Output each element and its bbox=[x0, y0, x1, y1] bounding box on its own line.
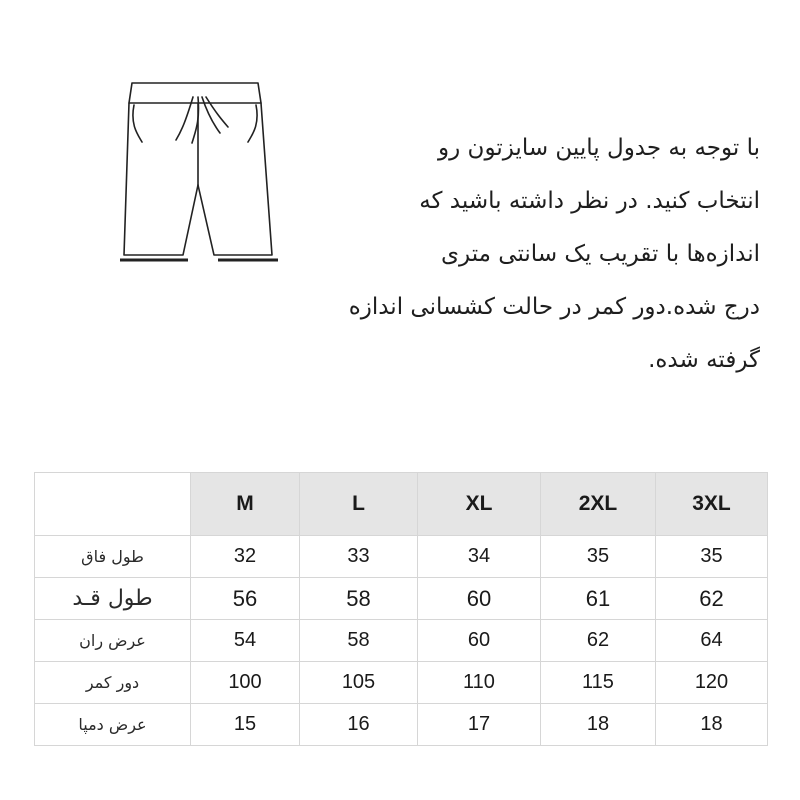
table-cell: 100 bbox=[191, 662, 300, 704]
size-table bbox=[34, 472, 768, 746]
size-header-m: M bbox=[191, 473, 300, 536]
table-row-waist bbox=[35, 662, 768, 704]
table-row-thigh bbox=[35, 620, 768, 662]
table-cell: 17 bbox=[418, 704, 541, 746]
table-row-rise bbox=[35, 536, 768, 578]
table-cell: 34 bbox=[418, 536, 541, 578]
row-label: طول قـد bbox=[35, 578, 191, 620]
row-label: عرض ران bbox=[35, 620, 191, 662]
description-line: درج شده.دور کمر در حالت کشسانی اندازه bbox=[348, 294, 760, 320]
table-cell: 120 bbox=[656, 662, 768, 704]
table-cell: 58 bbox=[300, 620, 418, 662]
table-cell: 64 bbox=[656, 620, 768, 662]
size-header-2xl: 2XL bbox=[541, 473, 656, 536]
table-cell: 56 bbox=[191, 578, 300, 620]
table-cell: 105 bbox=[300, 662, 418, 704]
table-cell: 35 bbox=[656, 536, 768, 578]
table-cell: 60 bbox=[418, 578, 541, 620]
table-cell: 62 bbox=[656, 578, 768, 620]
table-cell: 35 bbox=[541, 536, 656, 578]
table-cell: 32 bbox=[191, 536, 300, 578]
size-header-xl: XL bbox=[418, 473, 541, 536]
row-label: دور کمر bbox=[35, 662, 191, 704]
size-guide-description bbox=[340, 122, 760, 387]
size-header-row bbox=[35, 473, 768, 536]
table-cell: 16 bbox=[300, 704, 418, 746]
table-cell: 15 bbox=[191, 704, 300, 746]
size-header-l: L bbox=[300, 473, 418, 536]
table-cell: 18 bbox=[541, 704, 656, 746]
table-cell: 61 bbox=[541, 578, 656, 620]
table-cell: 33 bbox=[300, 536, 418, 578]
shorts-icon bbox=[110, 75, 290, 270]
description-line: انتخاب کنید. در نظر داشته باشید که bbox=[419, 188, 760, 214]
table-cell: 62 bbox=[541, 620, 656, 662]
size-header-3xl: 3XL bbox=[656, 473, 768, 536]
table-cell: 54 bbox=[191, 620, 300, 662]
row-label: طول فاق bbox=[35, 536, 191, 578]
table-row-length bbox=[35, 578, 768, 620]
description-line: اندازه‌ها با تقریب یک سانتی متری bbox=[441, 241, 760, 267]
row-label: عرض دمپا bbox=[35, 704, 191, 746]
description-line: گرفته شده. bbox=[648, 347, 760, 373]
table-cell: 115 bbox=[541, 662, 656, 704]
description-line: با توجه به جدول پایین سایزتون رو bbox=[438, 135, 760, 161]
table-cell: 18 bbox=[656, 704, 768, 746]
table-corner-cell bbox=[35, 473, 191, 536]
shorts-illustration bbox=[110, 75, 290, 270]
table-row-hem bbox=[35, 704, 768, 746]
table-cell: 110 bbox=[418, 662, 541, 704]
table-cell: 58 bbox=[300, 578, 418, 620]
table-cell: 60 bbox=[418, 620, 541, 662]
